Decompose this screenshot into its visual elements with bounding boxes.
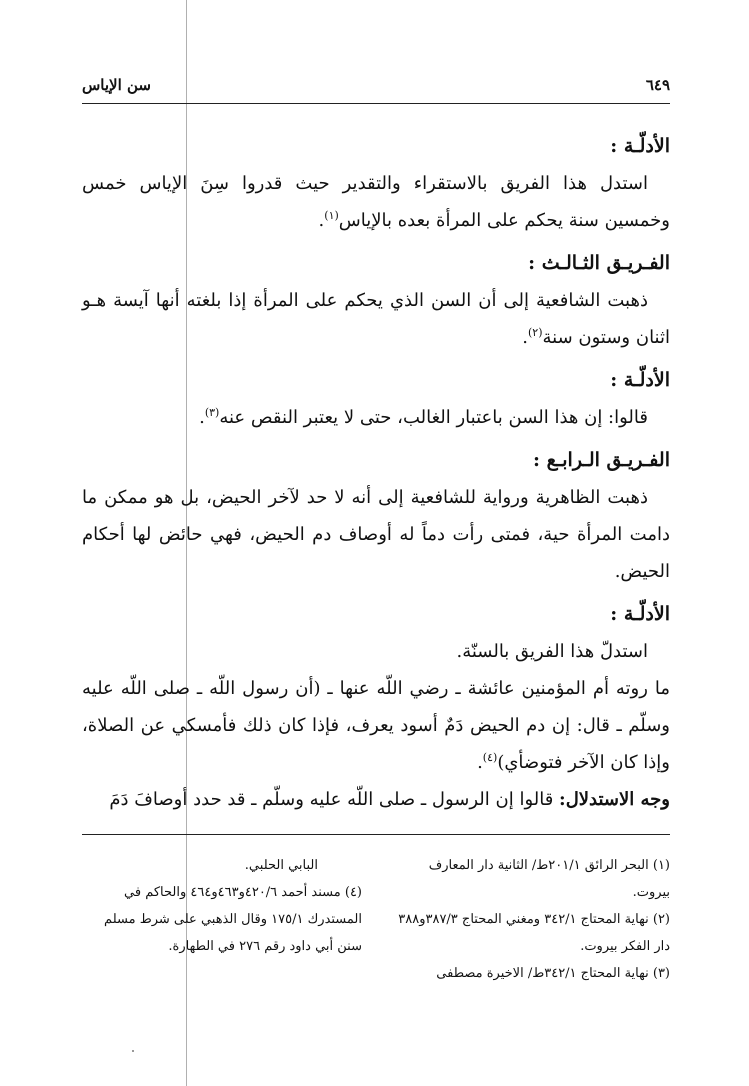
paragraph-hadith: ما روته أم المؤمنين عائشة ـ رضي اللّه عنها ـ (أن رسول اللّه ـ صلى اللّه عليه وسلّم ـ قال: إن دم الحيض دَمٌ أسود يعرف، فإذا كان ذلك فأمسكي عن الصلاة، وإذا كان الآخر فتوضأي)$^{(٤)}$.	[82, 678, 670, 773]
paragraph-evidence-1: استدل هذا الفريق بالاستقراء والتقدير حيث قدروا سِنَ الإياس خمس وخمسين سنة يحكم على المرأة بعده بالإياس$^{(١)}$.	[82, 173, 670, 231]
running-title: سن الإياس	[82, 76, 151, 94]
main-text	[82, 122, 670, 818]
footnote-3-continued: البابي الحلبي.	[244, 858, 318, 873]
section-heading-fourth-group: الفـريـق الـرابـع :	[532, 449, 670, 471]
footnote-ref-3: (٣)	[204, 406, 220, 419]
footnote-4: (٤) مسند أحمد ٤٢٠/٦و٤٦٣و٤٦٤ والحاكم في المستدرك ١٧٥/١ وقال الذهبي على شرط مسلم سنن أبي داود رقم ٢٧٦ في الطهارة.	[104, 885, 362, 954]
footnote-3: (٣) نهاية المحتاج ٣٤٢/١ط/ الاخيرة مصطفى	[436, 966, 670, 981]
footnote-divider	[82, 834, 670, 835]
section-heading-evidence-1: الأدلّـة :	[610, 135, 670, 157]
footnote-2: (٢) نهاية المحتاج ٣٤٢/١ ومغني المحتاج ٣٨٧/٣و٣٨٨ دار الفكر بيروت.	[398, 912, 670, 954]
page-header	[82, 76, 670, 100]
paragraph-inference: وجه الاستدلال: قالوا إن الرسول ـ صلى اللّه عليه وسلّم ـ قد حدد أوصافَ دَمَ	[109, 789, 670, 810]
page-number: ٦٤٩	[645, 76, 670, 94]
section-heading-evidence-3: الأدلّـة :	[610, 603, 670, 625]
scan-speck	[132, 1050, 134, 1052]
footnote-ref-1: (١)	[324, 209, 339, 222]
paragraph-evidence-2: قالوا: إن هذا السن باعتبار الغالب، حتى لا يعتبر النقص عنه$^{(٣)}$.	[199, 406, 648, 428]
footnotes-right-column	[390, 852, 670, 987]
paragraph-sunnah: استدلّ هذا الفريق بالسنّة.	[456, 641, 648, 662]
paragraph-fourth-group: ذهبت الظاهرية ورواية للشافعية إلى أنه لا حد لآخر الحيض، بل هو ممكن ما دامت المرأة حية، فمتى رأت دماً له أوصاف دم الحيض، فهي حائض لها أحكام الحيض.	[82, 487, 670, 582]
section-heading-third-group: الفـريـق الثـالـث :	[528, 252, 670, 274]
inference-label: وجه الاستدلال:	[559, 789, 670, 810]
footnote-ref-2: (٢)	[528, 326, 543, 339]
section-heading-evidence-2: الأدلّـة :	[610, 369, 670, 391]
header-divider	[82, 103, 670, 104]
footnotes-left-column	[82, 852, 362, 960]
footnote-1: (١) البحر الرائق ٢٠١/١ط/ الثانية دار المعارف بيروت.	[428, 858, 670, 900]
footnote-ref-4: (٤)	[482, 751, 498, 764]
paragraph-third-group: ذهبت الشافعية إلى أن السن الذي يحكم على المرأة إذا بلغته أنها آيسة هـو اثنان وستون سنة$^{(٢)}$.	[82, 290, 670, 348]
